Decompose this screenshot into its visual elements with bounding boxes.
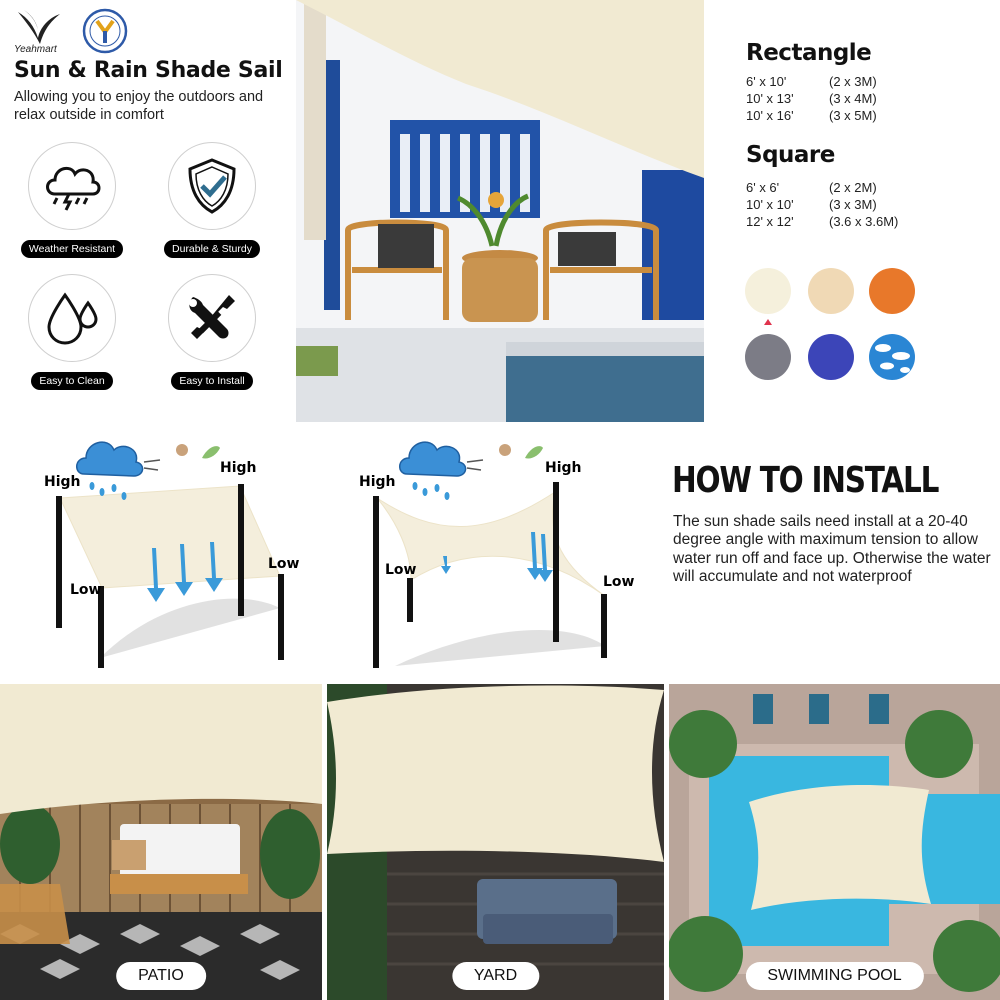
- size-imperial: 10' x 13': [746, 91, 794, 106]
- feature-durable-sturdy: [147, 142, 277, 258]
- patio-hero-photo: [296, 0, 704, 422]
- size-metric: (3.6 x 3.6M): [829, 214, 899, 229]
- size-imperial: 12' x 12': [746, 214, 794, 229]
- size-row: [746, 197, 877, 212]
- low-label: Low: [603, 574, 635, 590]
- scene-swimming-pool: [669, 684, 1000, 1000]
- water-drops-icon: [43, 289, 101, 347]
- how-to-install-title: HOW TO INSTALL: [672, 460, 939, 501]
- feature-label: Durable & Sturdy: [164, 240, 260, 258]
- feature-easy-to-clean: [7, 274, 137, 390]
- scene-label: SWIMMING POOL: [745, 962, 923, 990]
- color-swatch-grey[interactable]: [745, 334, 791, 380]
- cloud-pattern-icon: [869, 334, 915, 380]
- scene-label: PATIO: [116, 962, 206, 990]
- high-label: High: [359, 474, 396, 490]
- high-label: High: [44, 474, 81, 490]
- brand-name: Yeahmart: [14, 44, 57, 55]
- size-imperial: 6' x 6': [746, 180, 780, 195]
- feature-label: Weather Resistant: [21, 240, 123, 258]
- size-row: [746, 74, 877, 89]
- storm-cloud-icon: [41, 158, 103, 214]
- color-swatch-blue[interactable]: [808, 334, 854, 380]
- size-row: [746, 180, 877, 195]
- scene-label: YARD: [452, 962, 539, 990]
- color-swatch-cream[interactable]: [745, 268, 791, 314]
- how-to-install-body: The sun shade sails need install at a 20-40 degree angle with maximum tension to allow water run off and face up. Otherwise the water will accumulate and not waterproof: [673, 513, 991, 586]
- square-heading: Square: [746, 142, 835, 168]
- feature-label: Easy to Install: [171, 372, 252, 390]
- size-metric: (2 x 2M): [829, 180, 877, 195]
- low-label: Low: [70, 582, 102, 598]
- color-swatch-sky-pattern[interactable]: [869, 334, 915, 380]
- size-imperial: 10' x 16': [746, 108, 794, 123]
- color-swatch-sand[interactable]: [808, 268, 854, 314]
- subline: Allowing you to enjoy the outdoors and relax outside in comfort: [14, 89, 264, 123]
- scene-yard: [327, 684, 664, 1000]
- yard-photo: [327, 684, 664, 1000]
- size-metric: (2 x 3M): [829, 74, 877, 89]
- color-swatch-orange[interactable]: [869, 268, 915, 314]
- headline: Sun & Rain Shade Sail: [14, 58, 283, 83]
- size-metric: (3 x 4M): [829, 91, 877, 106]
- selected-color-marker: [764, 319, 772, 325]
- rectangle-heading: Rectangle: [746, 40, 872, 66]
- install-diagram-correct: [40, 428, 310, 678]
- size-row: [746, 214, 898, 229]
- size-imperial: 6' x 10': [746, 74, 787, 89]
- install-diagram-alt: [355, 428, 645, 678]
- feature-label: Easy to Clean: [31, 372, 112, 390]
- pool-photo: [669, 684, 1000, 1000]
- wrench-screwdriver-icon: [183, 289, 241, 347]
- feature-easy-to-install: [147, 274, 277, 390]
- patio-photo: [0, 684, 322, 1000]
- low-label: Low: [385, 562, 417, 578]
- high-label: High: [545, 460, 582, 476]
- size-row: [746, 108, 877, 123]
- feature-weather-resistant: [7, 142, 137, 258]
- size-metric: (3 x 3M): [829, 197, 877, 212]
- size-metric: (3 x 5M): [829, 108, 877, 123]
- certification-badge-icon: [82, 8, 128, 54]
- scene-patio: [0, 684, 322, 1000]
- shield-check-icon: [185, 157, 239, 215]
- low-label: Low: [268, 556, 300, 572]
- size-row: [746, 91, 877, 106]
- size-imperial: 10' x 10': [746, 197, 794, 212]
- high-label: High: [220, 460, 257, 476]
